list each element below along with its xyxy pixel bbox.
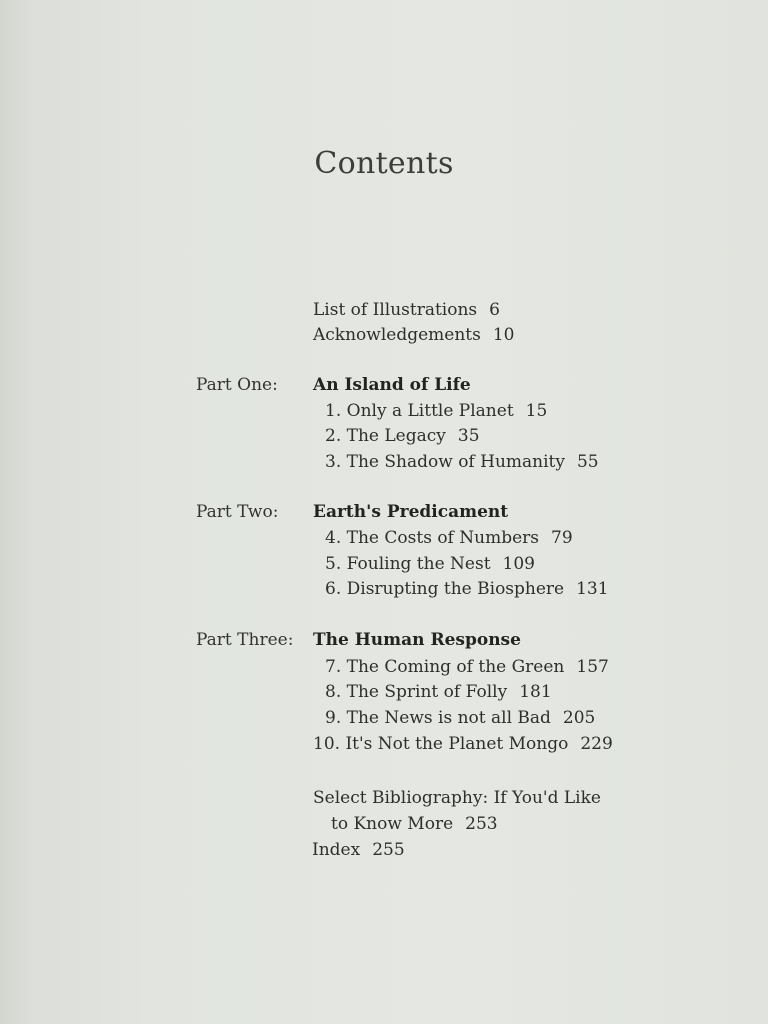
entry-page: 253: [465, 814, 498, 834]
chapter-number: 3.: [325, 452, 342, 472]
toc-entry: [325, 401, 547, 421]
entry-label: Only a Little Planet: [346, 401, 514, 421]
entry-page: 109: [502, 554, 535, 574]
chapter-number: 4.: [325, 528, 342, 548]
toc-entry: [313, 325, 514, 345]
part-title: An Island of Life: [313, 375, 471, 395]
entry-label: List of Illustrations: [313, 300, 478, 320]
entry-page: 157: [576, 657, 609, 677]
part-label: Part Three:: [196, 630, 294, 650]
entry-label: The Coming of the Green: [346, 657, 565, 677]
entry-label: The Sprint of Folly: [346, 682, 508, 702]
entry-page: 181: [519, 682, 552, 702]
toc-entry: [325, 426, 480, 446]
entry-page: 10: [492, 325, 515, 345]
chapter-number: 6.: [325, 579, 342, 599]
toc-entry: [325, 452, 599, 472]
chapter-number: 8.: [325, 682, 342, 702]
entry-label: The News is not all Bad: [346, 708, 551, 728]
page-title: [0, 146, 768, 181]
toc-entry: [325, 682, 552, 702]
entry-label: It's Not the Planet Mongo: [345, 734, 569, 754]
entry-page: 229: [580, 734, 613, 754]
entry-label: The Legacy: [346, 426, 446, 446]
entry-page: 15: [525, 401, 548, 421]
part-title: Earth's Predicament: [313, 502, 509, 522]
entry-page: 55: [576, 452, 599, 472]
entry-label: to Know More: [331, 814, 454, 834]
entry-label: Index: [312, 840, 361, 860]
entry-label: The Shadow of Humanity: [346, 452, 565, 472]
chapter-number: 5.: [325, 554, 342, 574]
toc-entry: [325, 657, 609, 677]
chapter-number: 7.: [325, 657, 342, 677]
toc-entry: [325, 579, 609, 599]
toc-entry: [325, 708, 595, 728]
entry-label: Acknowledgements: [313, 325, 481, 345]
part-label: Part Two:: [196, 502, 279, 522]
entry-page: 205: [562, 708, 596, 728]
contents-heading: Contents: [314, 146, 454, 181]
index-entry: [312, 840, 405, 860]
part-title: The Human Response: [313, 630, 521, 650]
toc-entry: [313, 300, 500, 320]
toc-entry: [325, 554, 535, 574]
entry-page: 35: [457, 426, 480, 446]
entry-page: 79: [551, 528, 573, 548]
bibliography-entry: [313, 788, 601, 808]
toc-entry: [325, 528, 573, 548]
entry-label: Fouling the Nest: [346, 554, 491, 574]
entry-page: 6: [489, 300, 500, 320]
entry-label: The Costs of Numbers: [346, 528, 539, 548]
toc-entry: [313, 734, 613, 754]
chapter-number: 1.: [325, 401, 342, 421]
chapter-number: 9.: [325, 708, 342, 728]
entry-page: 131: [576, 579, 609, 599]
entry-label: Disrupting the Biosphere: [346, 579, 565, 599]
entry-label: Select Bibliography: If You'd Like: [313, 788, 601, 808]
chapter-number: 10.: [313, 734, 341, 754]
part-label: Part One:: [196, 375, 278, 395]
entry-page: 255: [372, 840, 405, 860]
bibliography-entry-continued: [331, 814, 498, 834]
chapter-number: 2.: [325, 426, 342, 446]
